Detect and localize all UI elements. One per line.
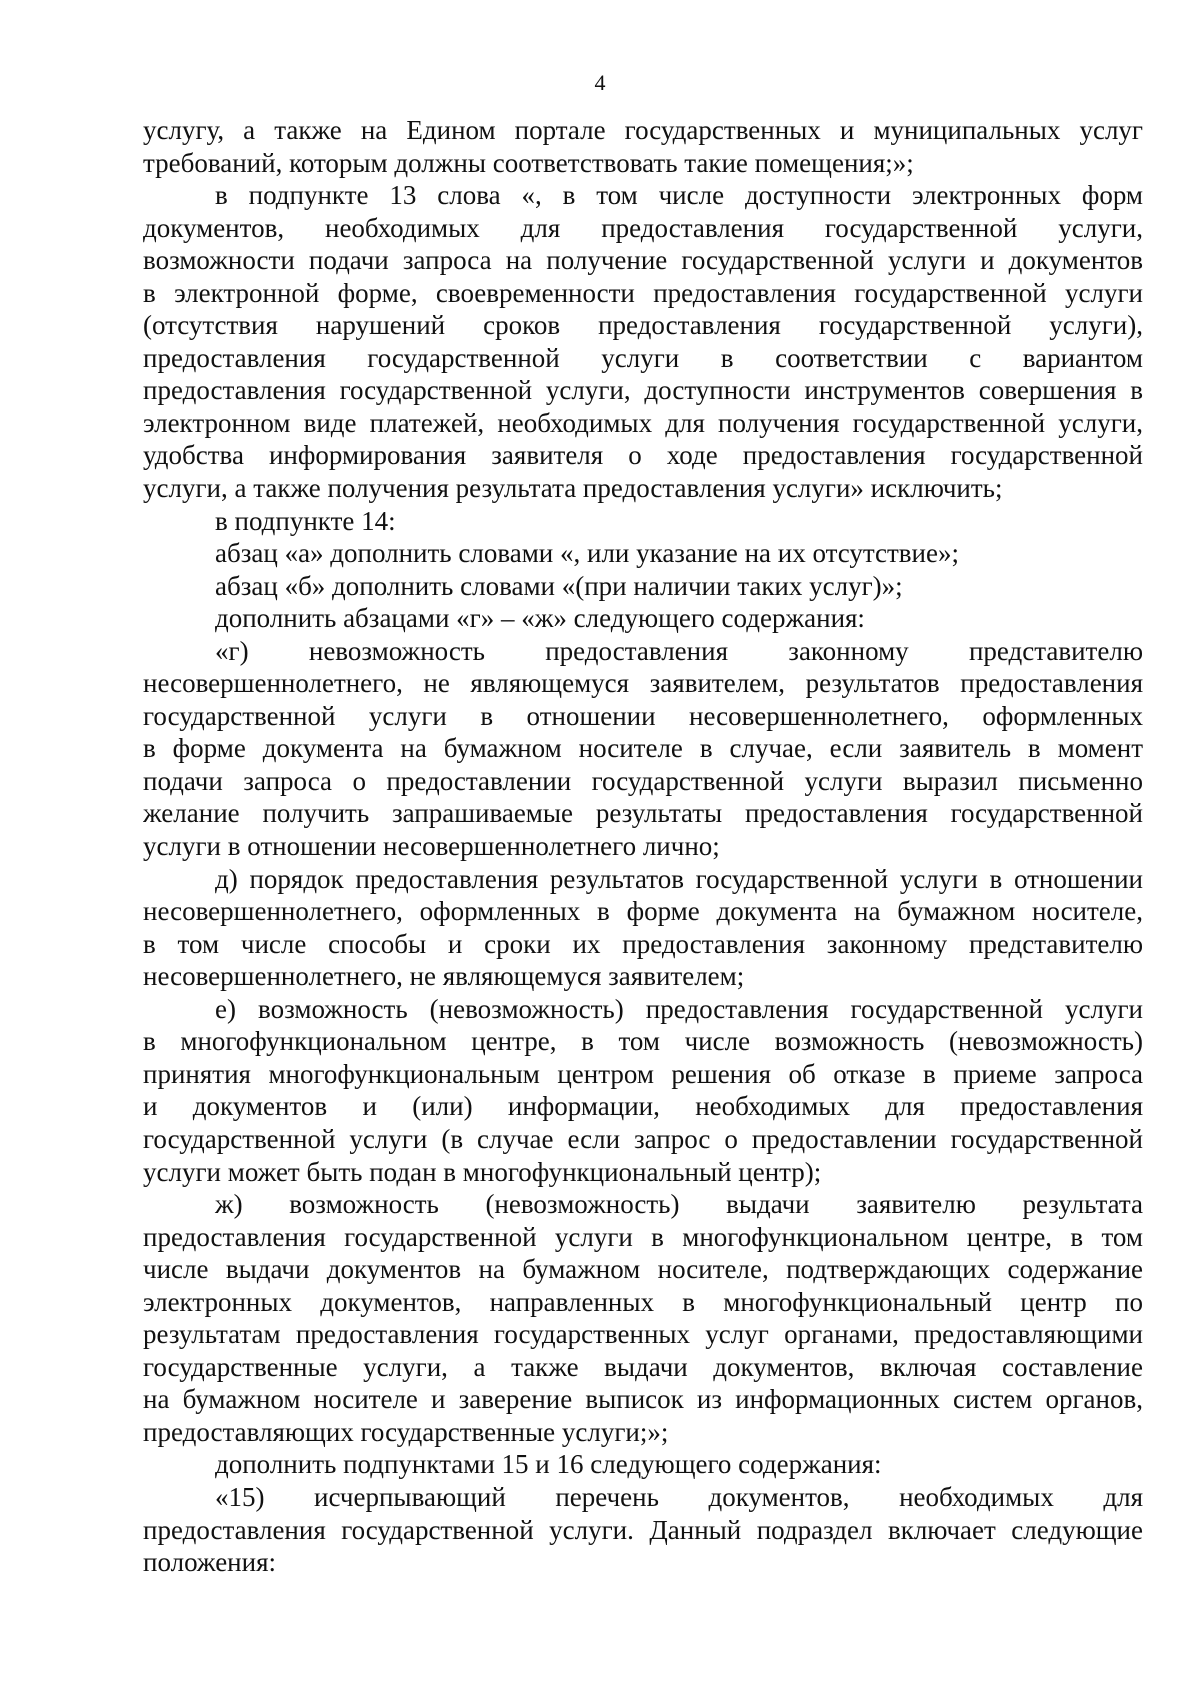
text-line: государственной услуги (в случае если запрос о предоставлении государственной: [143, 1123, 1143, 1154]
text-line: абзац «а» дополнить словами «, или указание на их отсутствие»;: [215, 538, 959, 569]
text-line: подачи запроса о предоставлении государственной услуги выразил письменно: [143, 765, 1143, 796]
text-line: д) порядок предоставления результатов государственной услуги в отношении: [215, 863, 1143, 894]
text-line: и документов и (или) информации, необходимых для предоставления: [143, 1091, 1143, 1122]
text-line: в подпункте 14:: [215, 505, 396, 536]
text-line: государственные услуги, а также выдачи документов, включая составление: [143, 1351, 1143, 1382]
text-line: несовершеннолетнего, не являющемуся заявителем;: [143, 961, 745, 992]
page-number: 4: [594, 70, 606, 95]
text-line: абзац «б» дополнить словами «(при наличии таких услуг)»;: [215, 570, 903, 601]
text-line: в многофункциональном центре, в том числе возможность (невозможность): [143, 1026, 1143, 1057]
text-line: в подпункте 13 слова «, в том числе доступности электронных форм: [215, 180, 1143, 211]
text-line: в электронной форме, своевременности предоставления государственной услуги: [143, 277, 1143, 308]
text-line: положения:: [143, 1547, 276, 1578]
text-line: документов, необходимых для предоставления государственной услуги,: [143, 212, 1143, 243]
text-line: электронном виде платежей, необходимых для получения государственной услуги,: [143, 407, 1143, 438]
text-line: на бумажном носителе и заверение выписок из информационных систем органов,: [143, 1384, 1143, 1415]
text-line: дополнить подпунктами 15 и 16 следующего содержания:: [215, 1449, 882, 1480]
text-line: желание получить запрашиваемые результаты предоставления государственной: [143, 798, 1143, 829]
text-line: в форме документа на бумажном носителе в случае, если заявитель в момент: [143, 733, 1143, 764]
text-line: удобства информирования заявителя о ходе предоставления государственной: [143, 440, 1143, 471]
text-line: требований, которым должны соответствовать такие помещения;»;: [143, 147, 914, 178]
document-body: [143, 114, 1143, 1579]
text-line: несовершеннолетнего, оформленных в форме документа на бумажном носителе,: [143, 896, 1143, 927]
text-line: предоставления государственной услуги. Данный подраздел включает следующие: [143, 1514, 1143, 1545]
text-line: принятия многофункциональным центром решения об отказе в приеме запроса: [143, 1058, 1143, 1089]
text-line: предоставления государственной услуги, доступности инструментов совершения в: [143, 375, 1143, 406]
text-line: услуги, а также получения результата предоставления услуги» исключить;: [143, 473, 1003, 504]
text-line: «15) исчерпывающий перечень документов, необходимых для: [215, 1481, 1143, 1512]
text-line: предоставления государственной услуги в многофункциональном центре, в том: [143, 1221, 1143, 1252]
text-line: «г) невозможность предоставления законному представителю: [215, 635, 1143, 666]
text-line: в том числе способы и сроки их предоставления законному представителю: [143, 928, 1143, 959]
text-line: дополнить абзацами «г» – «ж» следующего содержания:: [215, 603, 865, 634]
text-line: предоставляющих государственные услуги;»;: [143, 1416, 669, 1447]
text-line: результатам предоставления государственных услуг органами, предоставляющими: [143, 1319, 1143, 1350]
text-line: е) возможность (невозможность) предоставления государственной услуги: [215, 993, 1143, 1024]
text-line: ж) возможность (невозможность) выдачи заявителю результата: [215, 1189, 1143, 1220]
text-line: услуги может быть подан в многофункциональный центр);: [143, 1156, 822, 1187]
text-line: несовершеннолетнего, не являющемуся заявителем, результатов предоставления: [143, 668, 1143, 699]
text-line: услугу, а также на Едином портале государственных и муниципальных услуг: [143, 115, 1143, 145]
text-line: государственной услуги в отношении несовершеннолетнего, оформленных: [143, 700, 1143, 731]
text-line: предоставления государственной услуги в соответствии с вариантом: [143, 342, 1143, 373]
text-line: услуги в отношении несовершеннолетнего лично;: [143, 831, 720, 862]
text-line: числе выдачи документов на бумажном носителе, подтверждающих содержание: [143, 1254, 1143, 1285]
text-line: возможности подачи запроса на получение государственной услуги и документов: [143, 245, 1143, 276]
text-line: (отсутствия нарушений сроков предоставления государственной услуги),: [143, 310, 1143, 341]
text-line: электронных документов, направленных в многофункциональный центр по: [143, 1286, 1143, 1317]
